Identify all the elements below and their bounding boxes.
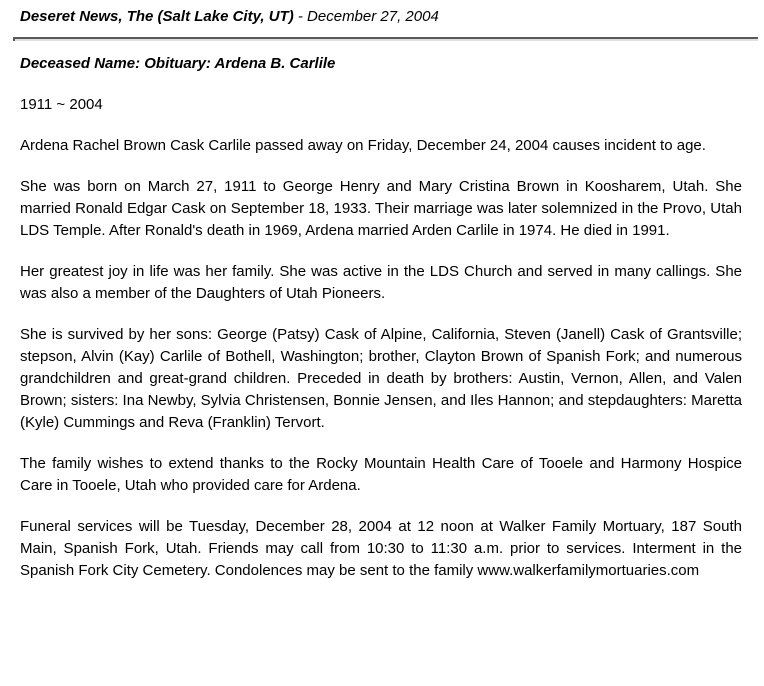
obituary-paragraph-death-notice: Ardena Rachel Brown Cask Carlile passed away on Friday, December 24, 2004 causes incident to age. xyxy=(20,137,706,154)
publication-date: December 27, 2004 xyxy=(307,8,439,25)
life-years: 1911 ~ 2004 xyxy=(20,96,103,113)
obituary-paragraph-funeral-services: Funeral services will be Tuesday, December 28, 2004 at 12 noon at Walker Family Mortuary, 187 South Main, Spanish Fork, Utah. Friends may call from 10:30 to 11:30 a.m. prior to services. Interment in the Spanish Fork City Cemetery. Condolences may be sent to the family www.walkerfamilymortuaries.com xyxy=(20,518,742,579)
obituary-body xyxy=(20,53,742,582)
publication-name: Deseret News, The (Salt Lake City, UT) xyxy=(20,8,294,25)
obituary-paragraph-survivors: She is survived by her sons: George (Patsy) Cask of Alpine, California, Steven (Janell) Cask of Grantsville; stepson, Alvin (Kay) Carlile of Bothell, Washington; brother, Clayton Brown of Spanish Fork; and numerous grandchildren and great-grand children. Preceded in death by brothers: Austin, Vernon, Allen, and Valen Brown; sisters: Ina Newby, Sylvia Christensen, Bonnie Jensen, and Iles Hannon; and stepdaughters: Maretta (Kyle) Cummings and Reva (Franklin) Tervort. xyxy=(20,326,742,431)
header-dash: - xyxy=(297,8,303,25)
obituary-paragraph-biography: She was born on March 27, 1911 to George Henry and Mary Cristina Brown in Koosharem, Utah. She married Ronald Edgar Cask on September 18, 1933. Their marriage was later solemnized in the Provo, Utah LDS Temple. After Ronald's death in 1969, Ardena married Arden Carlile in 1974. He died in 1991. xyxy=(20,178,742,239)
deceased-name-heading: Deceased Name: Obituary: Ardena B. Carlile xyxy=(20,55,336,72)
obituary-paragraph-thanks: The family wishes to extend thanks to the Rocky Mountain Health Care of Tooele and Harmony Hospice Care in Tooele, Utah who provided care for Ardena. xyxy=(20,455,742,494)
obituary-paragraph-family-church: Her greatest joy in life was her family. She was active in the LDS Church and served in many callings. She was also a member of the Daughters of Utah Pioneers. xyxy=(20,263,742,302)
publication-header xyxy=(20,6,742,28)
horizontal-rule xyxy=(13,37,758,39)
